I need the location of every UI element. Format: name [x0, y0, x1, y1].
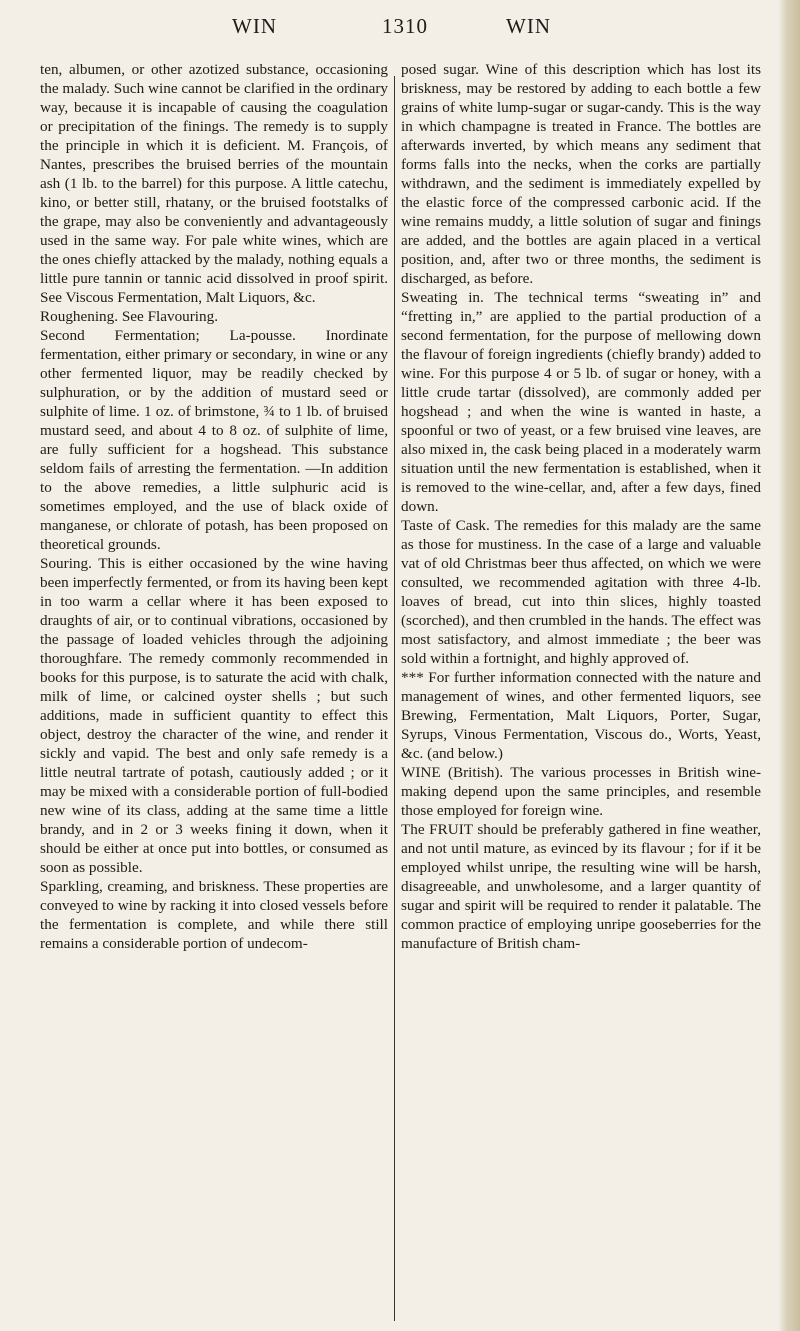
paragraph: Sweating in. The technical terms “sweating in” and “fretting in,” are applied to the partial production of a second fermentation, for the purpose of mellowing down the flavour of foreign ingredients (chiefly brandy) added to wine. For this purpose 4 or 5 lb. of sugar or honey, with a little crude tartar (dissolved), are commonly added per hogshead ; and when the wine is wanted in haste, a spoonful or two of yeast, or a few bruised vine leaves, are also mixed in, the cask being placed in a moderately warm situation until the new fermentation is established, when it is removed to the wine-cellar, and, after a few days, fined down.: [401, 289, 761, 515]
left-column: [40, 60, 388, 953]
header-right-word: WIN: [506, 14, 551, 38]
column-divider: [394, 76, 395, 1321]
paragraph: Souring. This is either occasioned by the wine having been imperfectly fermented, or from its having been kept in too warm a cellar where it has been exposed to draughts of air, or to continual vibrations, occasioned by the passage of loaded vehicles through the adjoining thoroughfare. The remedy commonly recommended in books for this purpose, is to saturate the acid with chalk, milk of lime, or calcined oyster shells ; but such additions, made in sufficient quantity to effect this object, destroy the character of the wine, and render it sickly and vapid. The best and only safe remedy is a little neutral tartrate of potash, cautiously added ; or it may be mixed with a considerable portion of full-bodied new wine of its class, adding at the same time a little brandy, and in 2 or 3 weeks fining it down, when it should be either at once put into bottles, or consumed as soon as possible.: [40, 555, 388, 876]
header-left-word: WIN: [232, 14, 277, 38]
paragraph: Taste of Cask. The remedies for this malady are the same as those for mustiness. In the case of a large and valuable vat of old Christmas beer thus affected, on which we were consulted, we recommended agitation with three 4-lb. loaves of bread, cut into thin slices, highly toasted (scorched), and then crumbled in the hands. The effect was most satisfactory, and almost immediate ; the beer was sold within a fortnight, and highly approved of.: [401, 517, 761, 667]
paragraph: WINE (British). The various processes in British wine-making depend upon the same principles, and resemble those employed for foreign wine.: [401, 764, 761, 819]
page-number: 1310: [382, 14, 428, 38]
paragraph: Roughening. See Flavouring.: [40, 308, 219, 325]
paragraph: Sparkling, creaming, and briskness. These properties are conveyed to wine by racking it into closed vessels before the fermentation is complete, and while there still remains a considerable portion of undecom-: [40, 878, 388, 952]
page-edge: [778, 0, 800, 1331]
paragraph: Second Fermentation; La-pousse. Inordinate fermentation, either primary or secondary, in wine or any other fermented liquor, may be readily checked by sulphuration, or by the addition of mustard seed or sulphite of lime. 1 oz. of brimstone, ¾ to 1 lb. of bruised mustard seed, and about 4 to 8 oz. of sulphite of lime, are fully sufficient for a hogshead. This substance seldom fails of arresting the fermentation. —In addition to the above remedies, a little sulphuric acid is sometimes employed, and the use of black oxide of manganese, or chlorate of potash, has been proposed on theoretical grounds.: [40, 327, 388, 553]
paragraph: ten, albumen, or other azotized substance, occasioning the malady. Such wine cannot be clarified in the ordinary way, because it is incapable of causing the coagulation or precipitation of the finings. The remedy is to supply the principle in which it is deficient. M. François, of Nantes, prescribes the bruised berries of the mountain ash (1 lb. to the barrel) for this purpose. A little catechu, kino, or better still, rhatany, or the bruised footstalks of the grape, may also be conveniently and advantageously used in the same way. For pale white wines, which are the ones chiefly attacked by the malady, nothing equals a little pure tannin or tannic acid dissolved in proof spirit. See Viscous Fermentation, Malt Liquors, &c.: [40, 61, 388, 306]
right-column: [401, 60, 761, 953]
paragraph: The FRUIT should be preferably gathered in fine weather, and not until mature, as evinced by its flavour ; for if it be employed whilst unripe, the resulting wine will be harsh, disagreeable, and unwholesome, and a larger quantity of sugar and spirit will be required to render it palatable. The common practice of employing unripe gooseberries for the manufacture of British cham-: [401, 821, 761, 952]
paragraph: *** For further information connected with the nature and management of wines, and other fermented liquors, see Brewing, Fermentation, Malt Liquors, Porter, Sugar, Syrups, Vinous Fermentation, Viscous do., Worts, Yeast, &c. (and below.): [401, 669, 761, 762]
paragraph: posed sugar. Wine of this description which has lost its briskness, may be restored by adding to each bottle a few grains of white lump-sugar or sugar-candy. This is the way in which champagne is treated in France. The bottles are afterwards inverted, by which means any sediment that forms falls into the necks, when the corks are partially withdrawn, and the sediment is immediately expelled by the elastic force of the compressed carbonic acid. If the wine remains muddy, a little solution of sugar and finings are added, and the bottles are again placed in a vertical position, and, after two or three months, the sediment is discharged, as before.: [401, 61, 761, 287]
running-header: [0, 14, 800, 40]
